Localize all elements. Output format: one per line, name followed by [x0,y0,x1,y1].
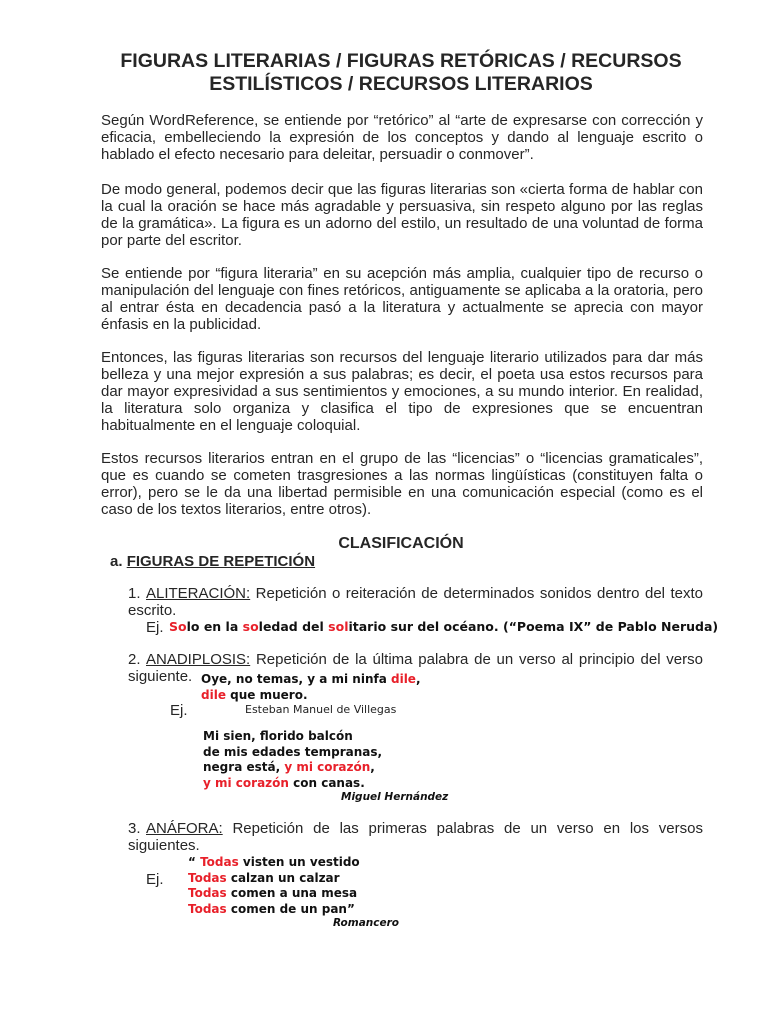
paragraph-5: Estos recursos literarios entran en el grupo de las “licencias” o “licencias gramaticales”, que es cuando se cometen trasgresiones a las normas lingüísticas (constituyen falta o error), pero se le da una libertad permisible en una comunicación especial (como es el caso de los textos literarios, entre otros). [101,450,703,518]
example-text: lo en la [186,619,243,634]
poem-author: Romancero [333,917,400,929]
example-red-text: so [242,619,259,634]
paragraph-4: Entonces, las figuras literarias son recursos del lenguaje literario utilizados para dar más belleza y una mejor expresión a sus palabras; es decir, el poeta usa estos recursos para dar mayor expresividad a sus sentimientos y emociones, a su mundo interior. En realidad, la literatura solo organiza y clasifica el tipo de expresiones que se encuentran habitualmente en el lenguaje coloquial. [101,349,703,434]
classification-heading: CLASIFICACIÓN [338,535,464,552]
example-red-text: sol [328,619,349,634]
poem-line: Oye, no temas, y a mi ninfa dile, [201,672,421,686]
item-definition: Repetición o reiteración de determinados sonidos dentro del texto escrito. [128,585,703,619]
example-aliteracion [169,619,718,634]
section-label: FIGURAS DE REPETICIÓN [126,553,316,570]
section-heading [110,553,315,570]
page-title: FIGURAS LITERARIAS / FIGURAS RETÓRICAS / RECURSOS ESTILÍSTICOS / RECURSOS LITERARIOS [120,50,682,95]
example-text: itario sur del océano. (“Poema IX” de Pablo Neruda) [348,619,719,634]
ej-label: Ej. [146,619,164,636]
paragraph-2: De modo general, podemos decir que las figuras literarias son «cierta forma de hablar con la cual la oración se hace más agradable y persuasiva, sin respeto alguno por las reglas de la gramática». La figura es un adorno del estilo, un resultado de una voluntad de forma por parte del escritor. [101,181,703,249]
list-item-anafora [128,820,703,854]
poem-line: Mi sien, florido balcón [203,729,353,743]
poem-line: y mi corazón con canas. [203,775,365,790]
item-number: 2. [128,651,141,668]
poem-line: “ Todas visten un vestido [188,855,360,869]
poem-anafora [188,855,360,917]
section-letter: a. [110,553,123,570]
paragraph-1: Según WordReference, se entiende por “retórico” al “arte de expresarse con corrección y eficacia, embelleciendo la expresión de los conceptos y dando al lenguaje escrito o hablado el efecto necesario para deleitar, persuadir o conmover”. [101,112,703,163]
ej-label: Ej. [170,702,188,719]
list-item-aliteracion [128,585,703,619]
ej-label: Ej. [146,871,164,888]
poem-line: Todas comen a una mesa [188,886,358,900]
item-definition: Repetición de la última palabra de un verso al principio del verso siguiente. [128,651,703,685]
item-number: 1. [128,585,141,602]
poem-line: de mis edades tempranas, [203,744,383,759]
poem-anadiplosis-2 [203,729,382,791]
poem-anadiplosis-1 [201,672,425,703]
poem-author: Miguel Hernández [341,791,449,803]
item-definition: Repetición de las primeras palabras de un verso en los versos siguientes. [128,820,703,854]
poem-line: dile que muero. [201,687,308,702]
example-red-text: So [169,619,187,634]
item-term: ANÁFORA: [146,820,223,837]
poem-author: Esteban Manuel de Villegas [245,703,397,716]
item-number: 3. [128,820,141,837]
poem-line: negra está, y mi corazón, [203,760,375,774]
poem-line: Todas comen de un pan” [188,901,355,916]
item-term: ANADIPLOSIS: [146,651,251,668]
paragraph-3: Se entiende por “figura literaria” en su acepción más amplia, cualquier tipo de recurso o manipulación del lenguaje con fines retóricos, antiguamente se aplicaba a la oratoria, pero al entrar ésta en decadencia pasó a la literatura y actualmente se aprecia con mayor énfasis en la publicidad. [101,265,703,333]
item-term: ALITERACIÓN: [146,585,251,602]
poem-line: Todas calzan un calzar [188,870,340,885]
example-text: ledad del [258,619,329,634]
